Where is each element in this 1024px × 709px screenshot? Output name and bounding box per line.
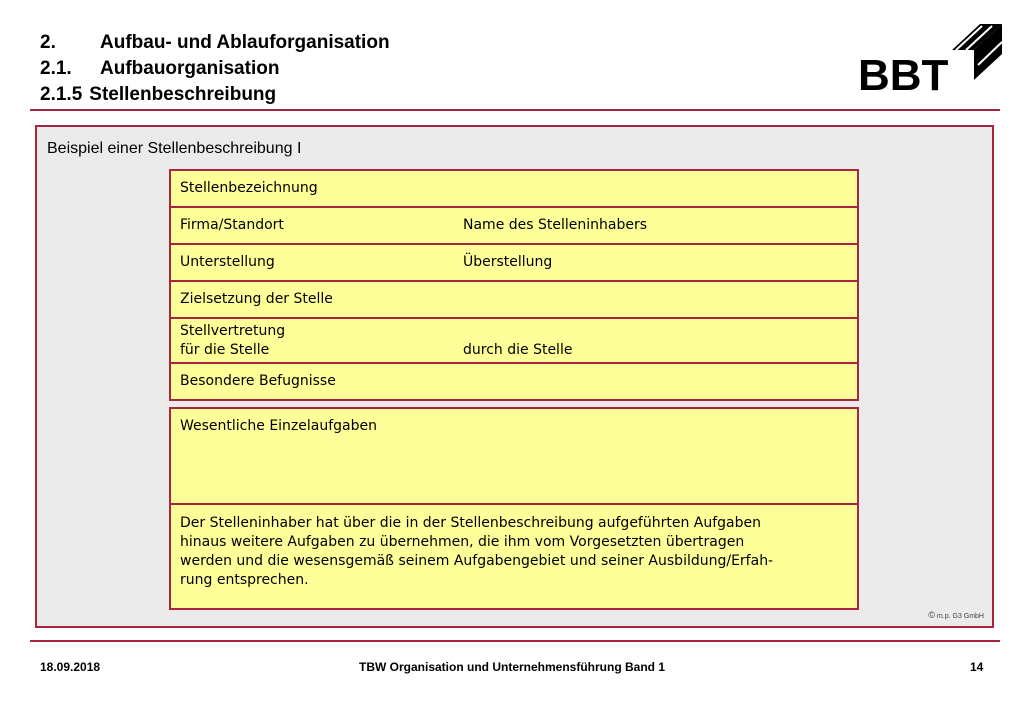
form-row-objective [169, 280, 859, 319]
logo-text: BBT [858, 51, 949, 96]
heading-chapter [40, 30, 390, 56]
form-row-deputy [169, 317, 859, 364]
heading-subsection [40, 82, 390, 108]
copyright-note [928, 610, 984, 620]
header-divider [30, 109, 1000, 111]
form-row-reporting [169, 243, 859, 282]
form-row-tasks [169, 407, 859, 505]
copyright-text: m.p. G3 GmbH [936, 613, 984, 620]
footer-date: 18.09.2018 [40, 660, 101, 674]
slide-headings [40, 30, 390, 108]
note-line: rung entsprechen. [180, 572, 309, 588]
field-label: durch die Stelle [463, 342, 573, 358]
field-label: Wesentliche Einzelaufgaben [180, 418, 377, 434]
note-line: werden und die wesensgemäß seinem Aufgabengebiet und seiner Ausbildung/Erfah- [180, 553, 774, 569]
note-line: hinaus weitere Aufgaben zu übernehmen, die ihm vom Vorgesetzten übertragen [180, 534, 745, 550]
heading-text: Aufbauorganisation [100, 58, 280, 79]
bbt-logo [856, 20, 1002, 96]
heading-section [40, 56, 390, 82]
field-label: Unterstellung [180, 254, 275, 270]
footer-course: TBW Organisation und Unternehmensführung Band 1 [359, 660, 665, 674]
heading-number: 2. [40, 32, 56, 53]
field-label: Firma/Standort [180, 217, 284, 233]
form-row-note [169, 503, 859, 610]
form-row-company [169, 206, 859, 245]
field-label: für die Stelle [180, 342, 270, 358]
form-row-authority [169, 362, 859, 401]
field-label: Überstellung [463, 254, 553, 270]
field-label: Zielsetzung der Stelle [180, 291, 333, 307]
field-label: Besondere Befugnisse [180, 373, 336, 389]
content-panel [35, 125, 994, 628]
heading-number: 2.1. [40, 58, 72, 79]
note-line: Der Stelleninhaber hat über die in der Stellenbeschreibung aufgeführten Aufgaben [180, 515, 761, 531]
footer-page-number: 14 [970, 660, 984, 674]
field-label: Stellvertretung [180, 323, 286, 339]
panel-title: Beispiel einer Stellenbeschreibung I [47, 140, 302, 157]
copyright-icon: © [928, 610, 935, 620]
footer-divider [30, 640, 1000, 642]
heading-number: 2.1.5 [40, 84, 83, 105]
field-label: Name des Stelleninhabers [463, 217, 648, 233]
heading-text: Stellenbeschreibung [89, 84, 277, 105]
form-row-job-title [169, 169, 859, 208]
field-label: Stellenbezeichnung [180, 180, 318, 196]
heading-text: Aufbau- und Ablauforganisation [100, 32, 390, 53]
